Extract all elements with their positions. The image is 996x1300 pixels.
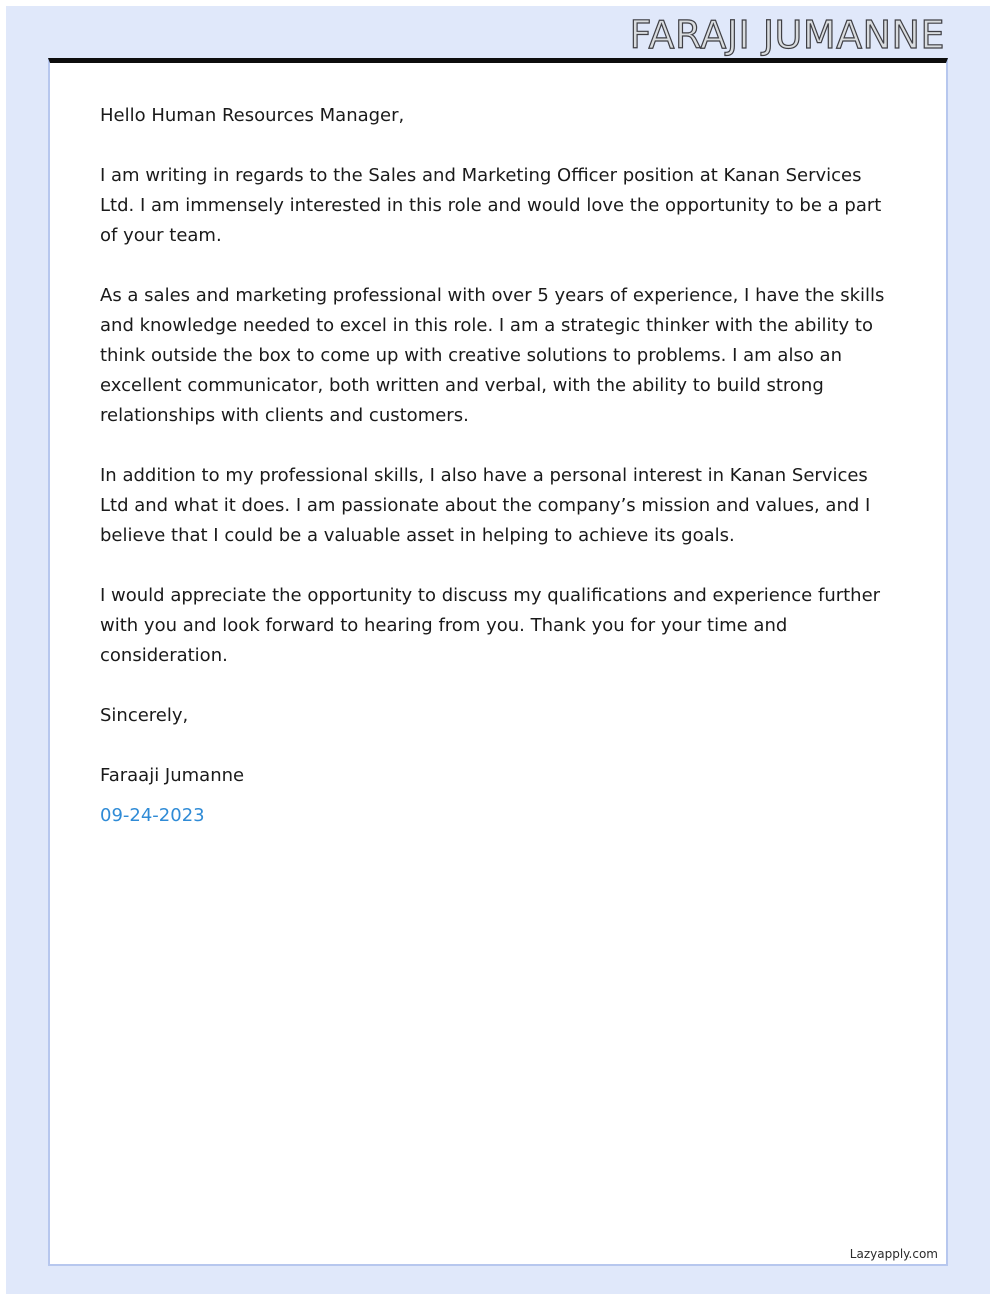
letter-body — [100, 101, 900, 831]
header-name: FARAJI JUMANNE — [629, 13, 945, 57]
watermark: Lazyapply.com — [849, 1247, 938, 1261]
letter-sheet — [48, 58, 948, 1266]
greeting: Hello Human Resources Manager, — [100, 105, 405, 126]
paragraph-experience: As a sales and marketing professional with over 5 years of experience, I have the skills and knowledge needed to excel in this role. I am a strategic thinker with the ability to think outside the box to come up with creative solutions to problems. I am also an excellent communicator, both written and verbal, with the ability to build strong relationships with clients and customers. — [100, 285, 885, 426]
signature-name: Faraaji Jumanne — [100, 765, 245, 786]
letter-date: 09-24-2023 — [100, 805, 205, 826]
paragraph-interest: In addition to my professional skills, I also have a personal interest in Kanan Services Ltd and what it does. I am passionate about the company’s mission and values, and I believe that I could be a valuable asset in helping to achieve its goals. — [100, 465, 871, 546]
paragraph-closing: I would appreciate the opportunity to discuss my qualifications and experience further with you and look forward to hearing from you. Thank you for your time and consideration. — [100, 585, 881, 666]
closing-salutation: Sincerely, — [100, 705, 189, 726]
paragraph-intro: I am writing in regards to the Sales and Marketing Officer position at Kanan Services Ltd. I am immensely interested in this role and would love the opportunity to be a part of your team. — [100, 165, 882, 246]
